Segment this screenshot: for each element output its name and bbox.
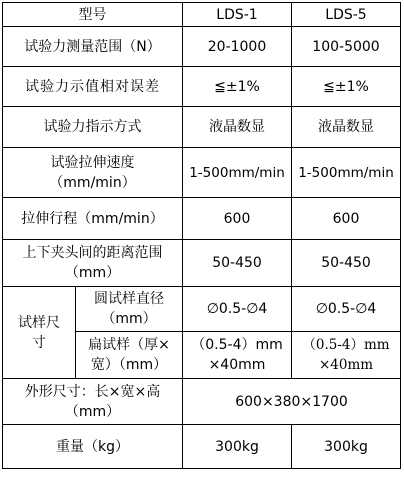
- force-range-b: 100-5000: [292, 27, 401, 67]
- header-model-b: LDS-5: [292, 3, 401, 27]
- row-dimensions: [3, 379, 401, 425]
- row-display: [3, 107, 401, 148]
- error-b: ≦±1%: [292, 67, 401, 107]
- dimensions-label: [3, 379, 183, 425]
- row-error: [3, 67, 401, 107]
- row-round-sample: [3, 287, 401, 332]
- flat-sample-a-line2: ×40mm: [208, 357, 266, 373]
- force-range-a: 20-1000: [183, 27, 292, 67]
- round-sample-label-line2: （mm）: [101, 311, 157, 327]
- force-range-label: 试验力测量范围（N）: [3, 27, 183, 67]
- flat-sample-a: [183, 332, 292, 379]
- clamp-range-label-line1: 上下夹头间的距离范围: [22, 245, 163, 261]
- display-b: 液晶数显: [292, 107, 401, 148]
- header-model-a: LDS-1: [183, 3, 292, 27]
- speed-label-line1: 试验拉伸速度: [50, 154, 135, 171]
- dimensions-label-line2: （mm）: [64, 403, 121, 420]
- round-sample-label: [76, 287, 183, 332]
- stroke-label: 拉伸行程（mm/min）: [3, 198, 183, 240]
- speed-label: [3, 148, 183, 198]
- flat-sample-label: [76, 332, 183, 379]
- speed-b: 1-500mm/min: [292, 148, 401, 198]
- weight-label: 重量（kg）: [3, 425, 183, 469]
- row-force-range: [3, 27, 401, 67]
- row-speed: [3, 148, 401, 198]
- stroke-a: 600: [183, 198, 292, 240]
- flat-sample-b-line1: （0.5-4）mm: [302, 337, 390, 353]
- error-label: 试验力示值相对误差: [3, 67, 183, 107]
- flat-sample-a-line1: （0.5-4）mm: [191, 337, 283, 353]
- sample-size-label-line1: 试样尺: [18, 314, 60, 331]
- display-a: 液晶数显: [183, 107, 292, 148]
- stroke-b: 600: [292, 198, 401, 240]
- clamp-range-a: 50-450: [183, 240, 292, 287]
- dimensions-label-line1: 外形尺寸：长×宽×高: [24, 383, 161, 400]
- dimensions-value: 600×380×1700: [183, 379, 401, 425]
- flat-sample-b: [292, 332, 401, 379]
- sample-size-label: [3, 287, 76, 379]
- round-sample-b: ∅0.5-∅4: [292, 287, 401, 332]
- flat-sample-label-line1: 扁试样（厚×: [88, 337, 170, 353]
- display-label: 试验力指示方式: [3, 107, 183, 148]
- speed-label-line2: （mm/min）: [49, 174, 136, 191]
- row-weight: [3, 425, 401, 469]
- row-clamp-range: [3, 240, 401, 287]
- header-row: [3, 3, 401, 27]
- header-label: 型号: [3, 3, 183, 27]
- flat-sample-label-line2: 宽）（mm）: [90, 357, 168, 373]
- clamp-range-label-line2: （mm）: [64, 265, 121, 281]
- sample-size-label-line2: 寸: [32, 334, 46, 351]
- spec-table: [2, 2, 401, 469]
- clamp-range-label: [3, 240, 183, 287]
- flat-sample-b-line2: ×40mm: [318, 357, 374, 373]
- weight-b: 300kg: [292, 425, 401, 469]
- round-sample-label-line1: 圆试样直径: [94, 291, 164, 307]
- weight-a: 300kg: [183, 425, 292, 469]
- error-a: ≦±1%: [183, 67, 292, 107]
- row-stroke: [3, 198, 401, 240]
- speed-a: 1-500mm/min: [183, 148, 292, 198]
- round-sample-a: ∅0.5-∅4: [183, 287, 292, 332]
- clamp-range-b: 50-450: [292, 240, 401, 287]
